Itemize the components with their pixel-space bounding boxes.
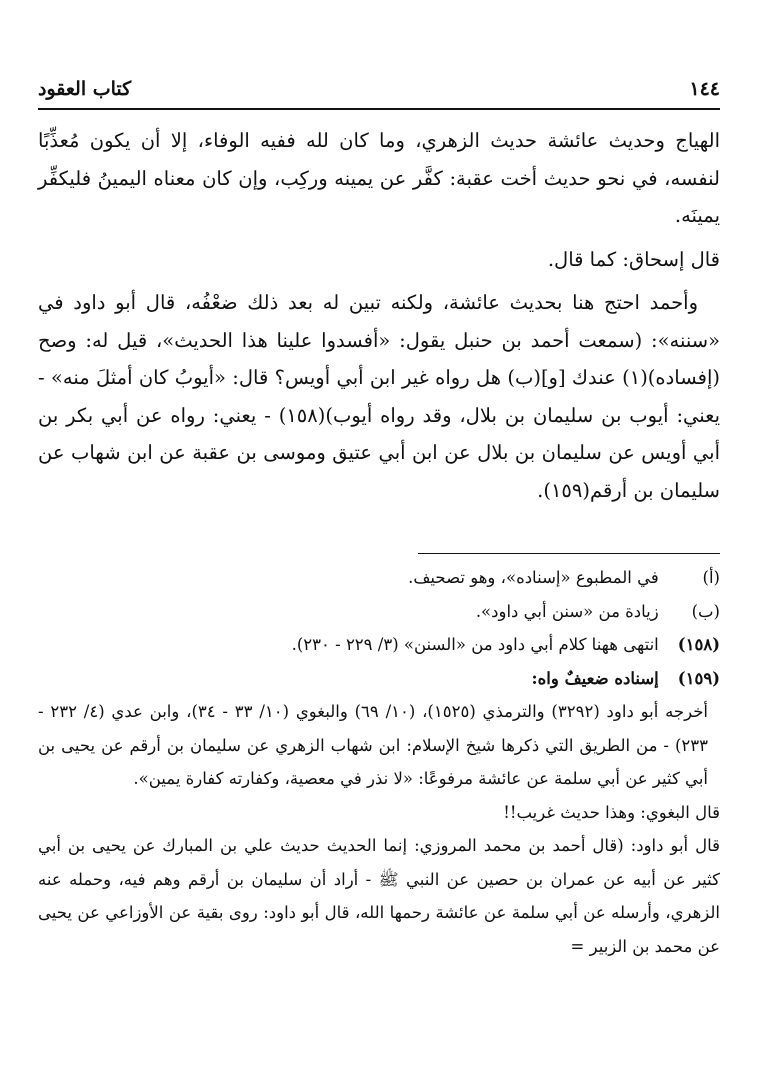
footnote-158	[38, 628, 720, 662]
footnote-159-baghawi: قال البغوي: وهذا حديث غريب!!	[503, 802, 720, 822]
page-number: ١٤٤	[689, 78, 720, 100]
footnote-159-title: إسناده ضعيفٌ واه:	[531, 668, 659, 688]
footnote-divider	[418, 553, 720, 554]
footnote-158-label: (١٥٨)	[677, 635, 720, 654]
footnote-159	[38, 662, 720, 696]
footnote-a-text: في المطبوع «إسناده»، وهو تصحيف.	[408, 568, 659, 587]
footnote-158-text: انتهى ههنا كلام أبي داود من «السنن» (٣/ ٢٢٩ - ٢٣٠).	[291, 635, 659, 654]
paragraph-3: وأحمد احتج هنا بحديث عائشة، ولكنه تبين له بعد ذلك ضعْفُه، قال أبو داود في «سننه»: (سمعت أحمد بن حنبل يقول: «أفسدوا علينا هذا الحديث»، قيل له: وصح (إفساده)(١) عندك [و](ب) هل رواه غير ابن أبي أويس؟ قال: «أيوبُ كان أمثلَ منه» - يعني: أيوب بن سليمان بن بلال، وقد رواه أيوب)(١٥٨) - يعني: رواه عن أبي بكر بن أبي أويس عن سليمان بن بلال عن ابن أبي عتيق وموسى بن عقبة عن ابن شهاب عن سليمان بن أرقم(١٥٩).	[38, 291, 720, 502]
paragraph-1: الهياج وحديث عائشة حديث الزهري، وما كان لله ففيه الوفاء، إلا أن يكون مُعذِّبًا لنفسه، في نحو حديث أخت عقبة: كفَّر عن يمينه وركِب، وإن كان معناه اليمينُ فليكفِّر يمينَه.	[38, 129, 721, 227]
running-title: كتاب العقود	[38, 78, 132, 100]
footnote-a-label: (أ)	[702, 568, 720, 587]
footnote-159-body: أخرجه أبو داود (٣٢٩٢) والترمذي (١٥٢٥)، (١٠/ ٦٩) والبغوي (١٠/ ٣٣ - ٣٤)، وابن عدي (٤/ ٢٣٢ - ٢٣٣) - من الطريق التي ذكرها شيخ الإسلام: ابن شهاب الزهري عن سليمان بن أرقم عن يحيى بن أبي كثير عن أبي سلمة عن عائشة مرفوعًا: «لا نذر في معصية، وكفارته كفارة يمين».	[38, 702, 708, 788]
paragraph-2: قال إسحاق: كما قال.	[547, 247, 720, 271]
footnote-b	[38, 595, 720, 629]
page-header	[38, 78, 720, 110]
footnote-b-label: (ب)	[691, 601, 720, 621]
footnote-b-text: زيادة من «سنن أبي داود».	[475, 601, 659, 621]
footnote-159-abudawud: قال أبو داود: (قال أحمد بن محمد المروزي: إنما الحديث حديث علي بن المبارك عن يحيى بن أبي كثير عن أبيه عن عمران بن حصين عن النبي ﷺ - أراد أن سليمان بن أرقم وهم فيه، وحمله عنه الزهري، وأرسله عن أبي سلمة عن عائشة رحمها الله، قال أبو داود: روى بقية عن الأوزاعي عن يحيى عن محمد بن الزبير =	[38, 836, 720, 956]
footnote-a	[38, 561, 720, 595]
main-text	[38, 122, 720, 509]
footnotes	[38, 561, 720, 963]
footnote-159-label: (١٥٩)	[677, 668, 720, 688]
